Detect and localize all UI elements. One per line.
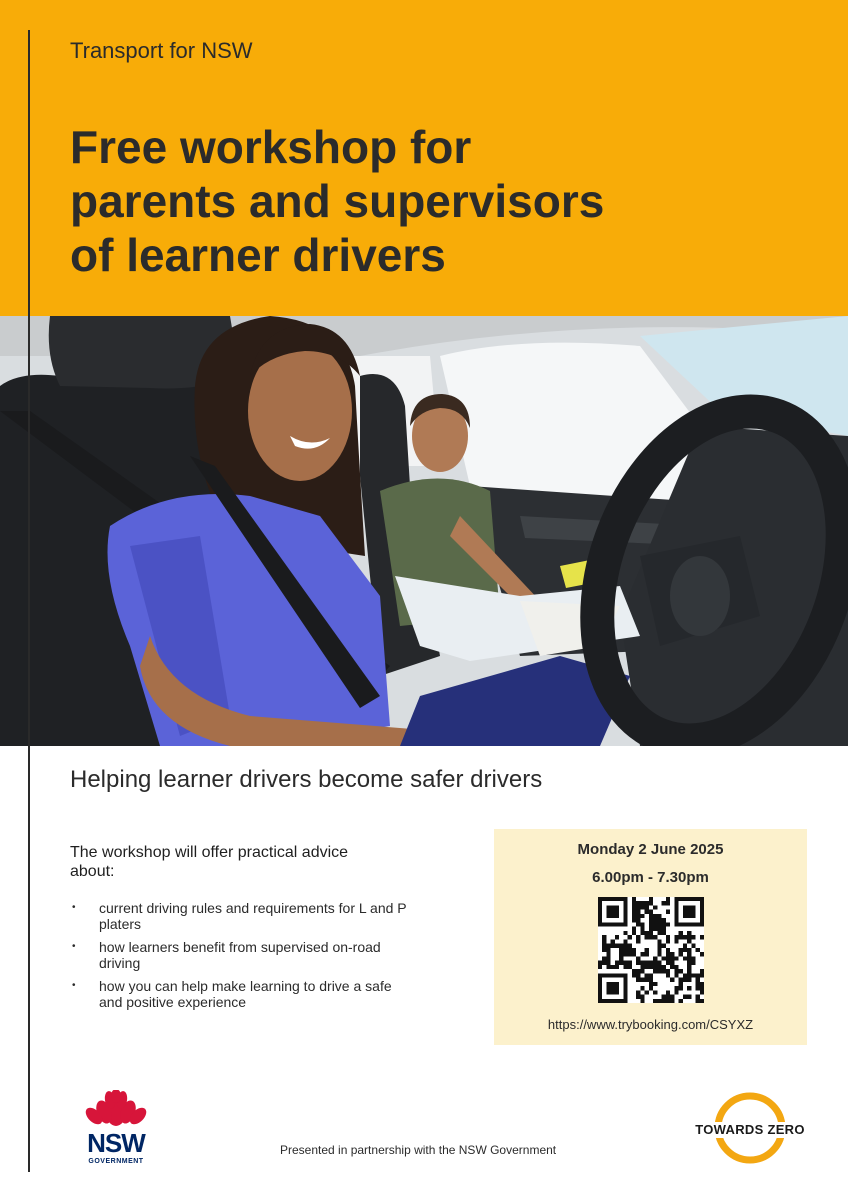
towards-zero-text: TOWARDS ZERO	[688, 1122, 812, 1138]
page-title	[70, 120, 770, 282]
event-time: 6.00pm - 7.30pm	[592, 869, 709, 886]
qr-code-icon[interactable]	[598, 897, 704, 1003]
nsw-logo-text: NSW	[87, 1128, 145, 1158]
intro-text: The workshop will offer practical advice about:	[70, 844, 349, 880]
event-date: Monday 2 June 2025	[577, 841, 724, 858]
title-line-3: of learner drivers	[70, 229, 446, 281]
header-banner	[0, 0, 848, 316]
learner-driver-photo	[0, 316, 848, 746]
tagline: Helping learner drivers become safer drivers	[70, 766, 543, 793]
nsw-government-logo	[80, 1090, 152, 1170]
left-margin-rule	[28, 30, 30, 1172]
title-line-1: Free workshop for	[70, 121, 472, 173]
partnership-note: Presented in partnership with the NSW Government	[280, 1143, 557, 1157]
list-item: • current driving rules and requirements for L and P platers	[70, 900, 410, 932]
title-line-2: parents and supervisors	[70, 175, 605, 227]
list-item: • how learners benefit from supervised on-road driving	[70, 939, 410, 971]
event-info-box	[494, 829, 807, 1045]
org-name: Transport for NSW	[70, 38, 253, 63]
topic-list	[70, 900, 410, 1017]
booking-url[interactable]: https://www.trybooking.com/CSYXZ	[547, 1017, 754, 1032]
towards-zero-logo	[688, 1090, 812, 1170]
waratah-logo-icon	[84, 1090, 148, 1130]
list-item: • how you can help make learning to drive a safe and positive experience	[70, 978, 410, 1010]
nsw-logo-subtext: GOVERNMENT	[88, 1158, 144, 1165]
